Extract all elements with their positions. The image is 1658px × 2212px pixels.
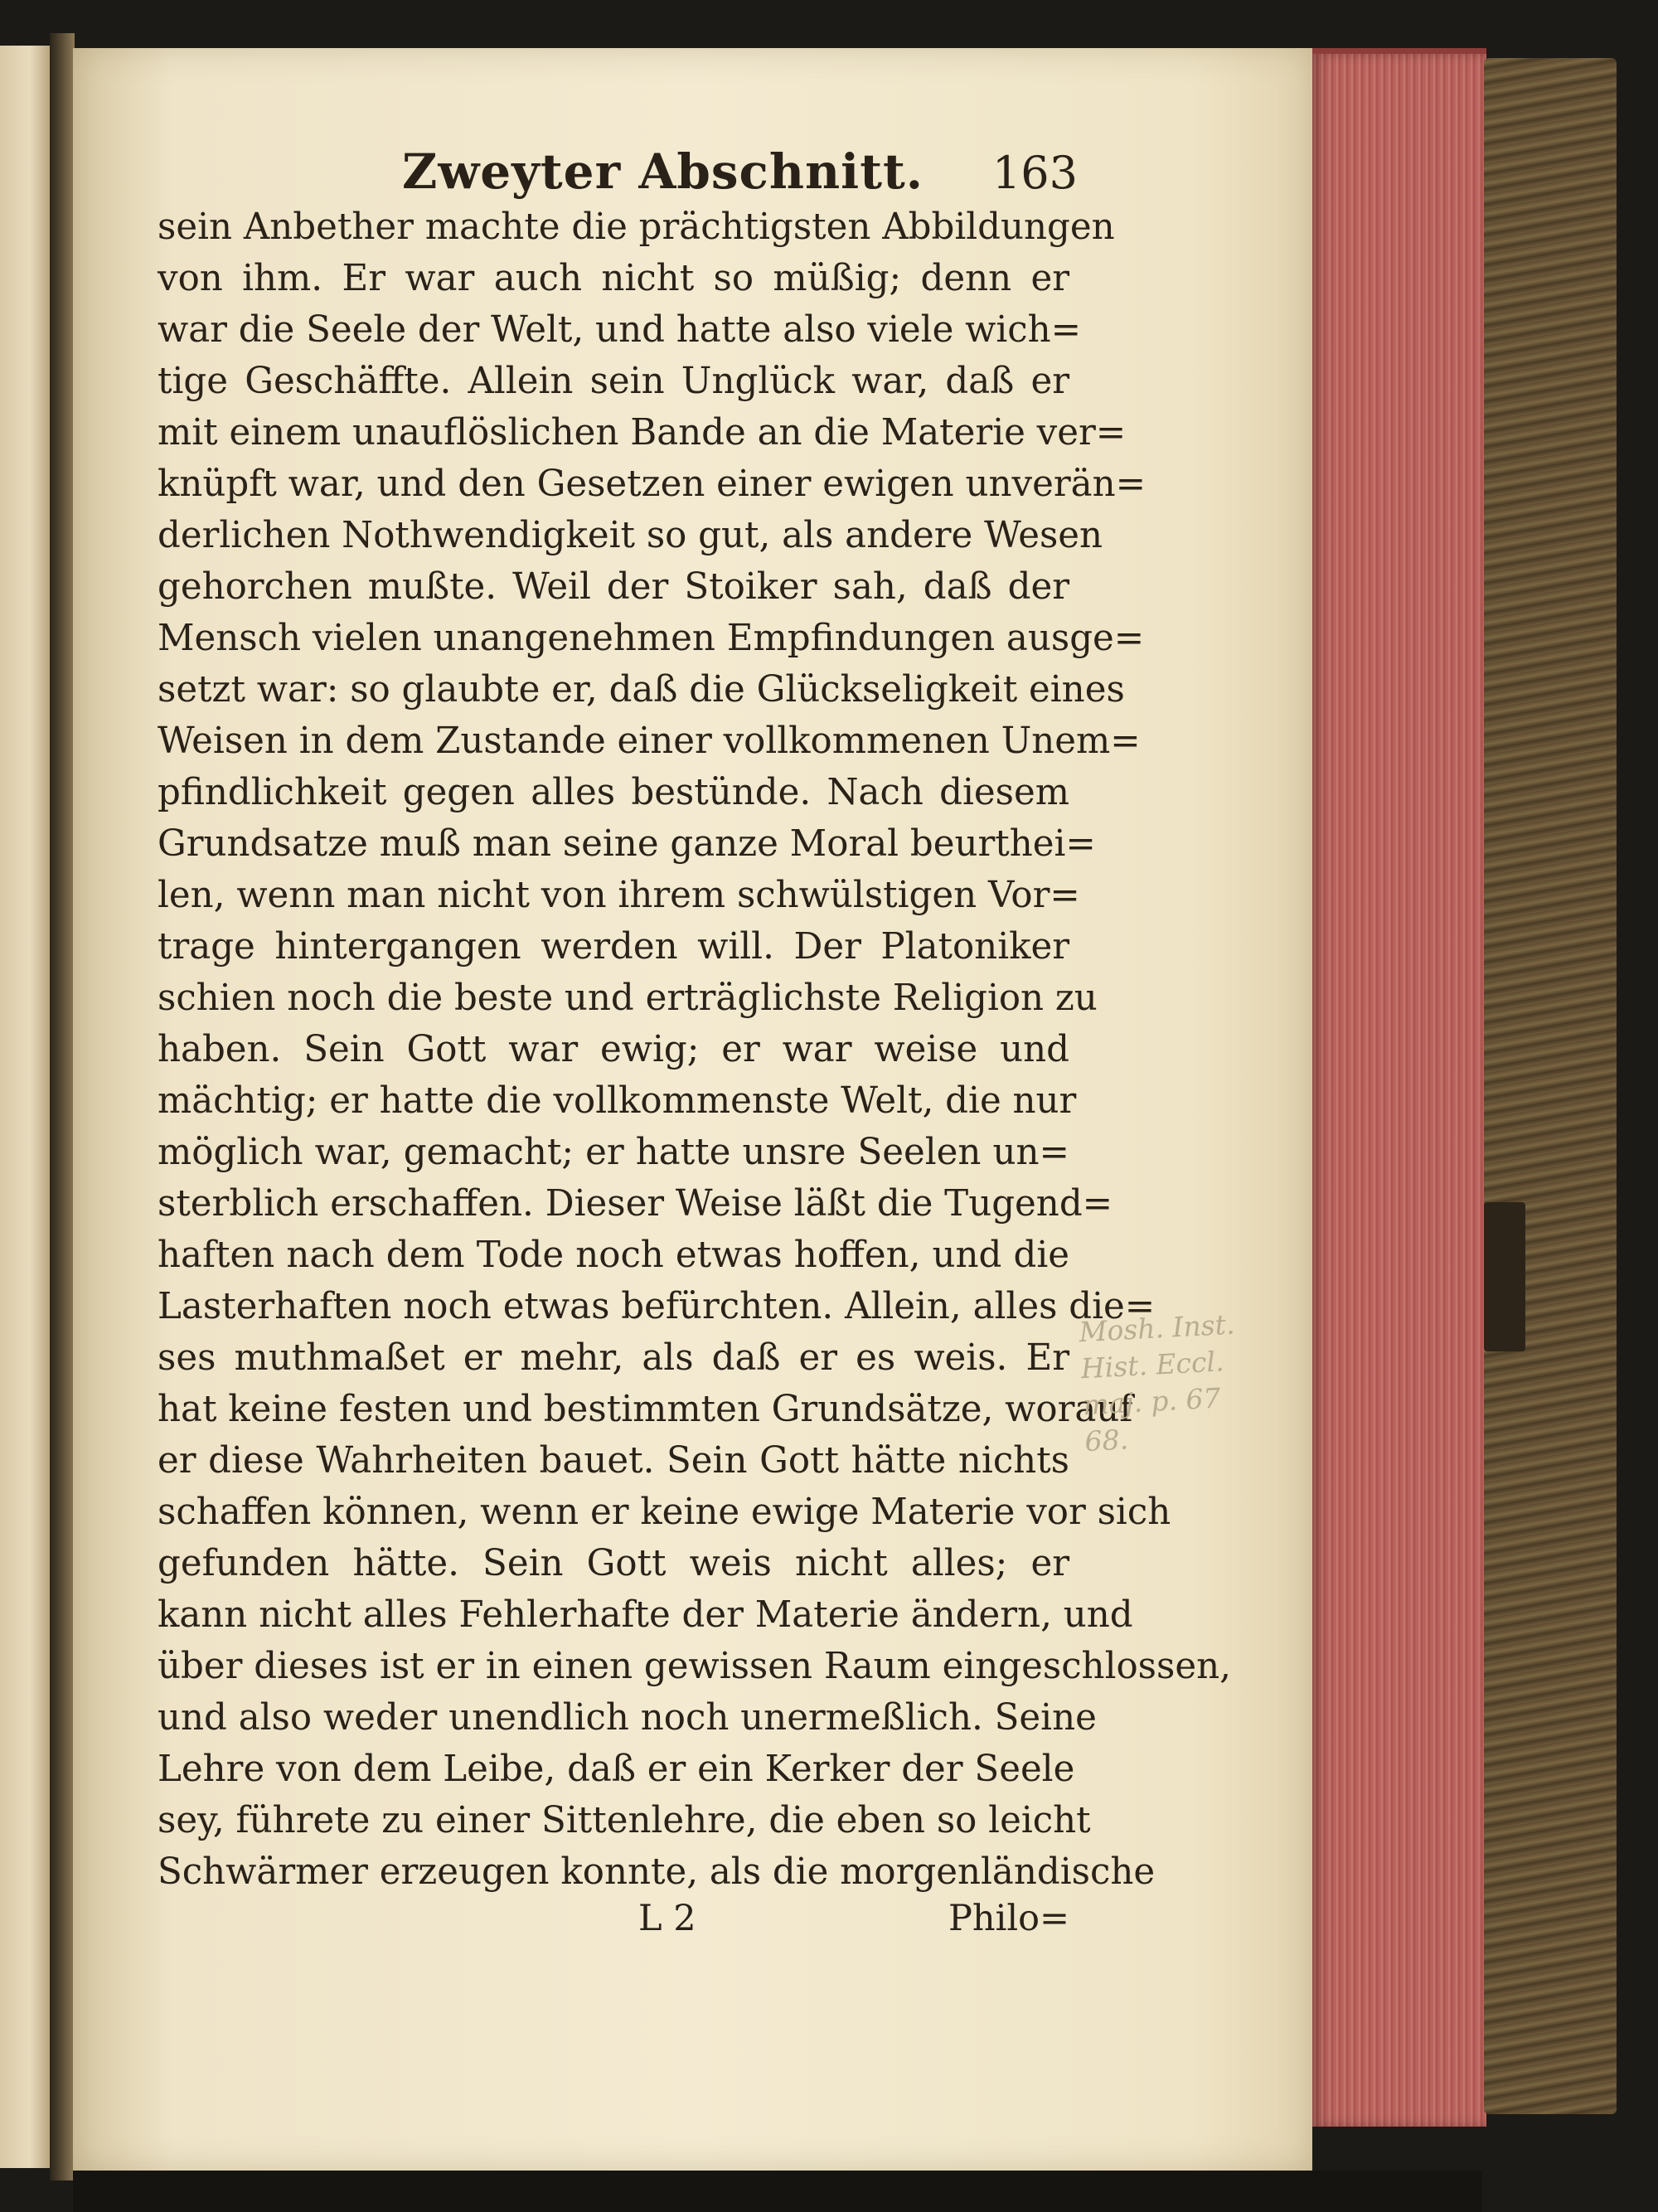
section-title: Zweyter Abschnitt. [402, 143, 924, 200]
marginal-note [1079, 1306, 1252, 1460]
text-line: knüpft war, und den Gesetzen einer ewigen unverän= [158, 463, 1147, 505]
left-page-edge [0, 46, 50, 2168]
text-line: mächtig; er hatte die vollkommenste Welt, die nur [158, 1080, 1077, 1122]
red-fore-edge [1312, 54, 1486, 2127]
text-line: gehorchen mußte. Weil der Stoiker sah, daß der [158, 566, 1069, 608]
text-line: kann nicht alles Fehlerhafte der Materie ändern, und [158, 1594, 1133, 1636]
text-line: schaffen können, wenn er keine ewige Materie vor sich [158, 1492, 1171, 1533]
text-line: er diese Wahrheiten bauet. Sein Gott hätte nichts [158, 1440, 1069, 1482]
text-line: setzt war: so glaubte er, daß die Glückseligkeit eines [158, 669, 1125, 711]
text-line: Lehre von dem Leibe, daß er ein Kerker der Seele [158, 1749, 1075, 1790]
book-gutter [50, 33, 75, 2180]
text-line: gefunden hätte. Sein Gott weis nicht alles; er [158, 1543, 1069, 1584]
text-line: war die Seele der Welt, und hatte also viele wich= [158, 309, 1082, 351]
text-line: mit einem unauflöslichen Bande an die Materie ver= [158, 412, 1127, 454]
text-line: von ihm. Er war auch nicht so müßig; denn er [158, 258, 1069, 299]
signature-mark: L 2 [638, 1898, 696, 1939]
text-line: pfindlichkeit gegen alles bestünde. Nach diesem [158, 772, 1069, 813]
cover-clasp [1484, 1202, 1525, 1351]
text-line: tige Geschäffte. Allein sein Unglück war, daß er [158, 361, 1069, 402]
text-line: sein Anbether machte die prächtigsten Abbildungen [158, 206, 1115, 248]
page-number: 163 [991, 147, 1078, 199]
text-line: hat keine festen und bestimmten Grundsätze, worauf [158, 1389, 1133, 1430]
text-line: haben. Sein Gott war ewig; er war weise und [158, 1029, 1069, 1070]
text-line: ses muthmaßet er mehr, als daß er es weis. Er [158, 1337, 1069, 1379]
text-line: Weisen in dem Zustande einer vollkommenen Unem= [158, 720, 1141, 762]
text-line: sterblich erschaffen. Dieser Weise läßt die Tugend= [158, 1183, 1113, 1225]
text-line: haften nach dem Tode noch etwas hoffen, und die [158, 1235, 1069, 1276]
bottom-shadow [73, 2171, 1482, 2212]
marginal-note-line: Mosh. Inst. [1078, 1307, 1236, 1349]
text-line: derlichen Nothwendigkeit so gut, als andere Wesen [158, 515, 1103, 556]
leather-cover [1484, 58, 1617, 2114]
marginal-note-line: 68. [1084, 1423, 1129, 1458]
text-line: Schwärmer erzeugen konnte, als die morgenländische [158, 1851, 1156, 1893]
catchword: Philo= [948, 1898, 1069, 1939]
text-line: sey, führete zu einer Sittenlehre, die eben so leicht [158, 1800, 1091, 1841]
text-line: schien noch die beste und erträglichste Religion zu [158, 977, 1098, 1019]
text-line: und also weder unendlich noch unermeßlich. Seine [158, 1697, 1097, 1739]
marginal-note-line: maj. p. 67 [1082, 1381, 1222, 1422]
text-line: len, wenn man nicht von ihrem schwülstigen Vor= [158, 875, 1080, 916]
running-head [158, 137, 1078, 201]
text-line: Lasterhaften noch etwas befürchten. Allein, alles die= [158, 1286, 1156, 1327]
text-line: Mensch vielen unangenehmen Empfindungen ausge= [158, 618, 1145, 659]
text-line: möglich war, gemacht; er hatte unsre Seelen un= [158, 1132, 1069, 1173]
page-footer [158, 1898, 1069, 1949]
text-line: Grundsatze muß man seine ganze Moral beurthei= [158, 823, 1096, 865]
marginal-note-line: Hist. Eccl. [1079, 1345, 1225, 1385]
text-line: trage hintergangen werden will. Der Platoniker [158, 926, 1069, 968]
text-line: über dieses ist er in einen gewissen Raum eingeschlossen, [158, 1646, 1231, 1687]
